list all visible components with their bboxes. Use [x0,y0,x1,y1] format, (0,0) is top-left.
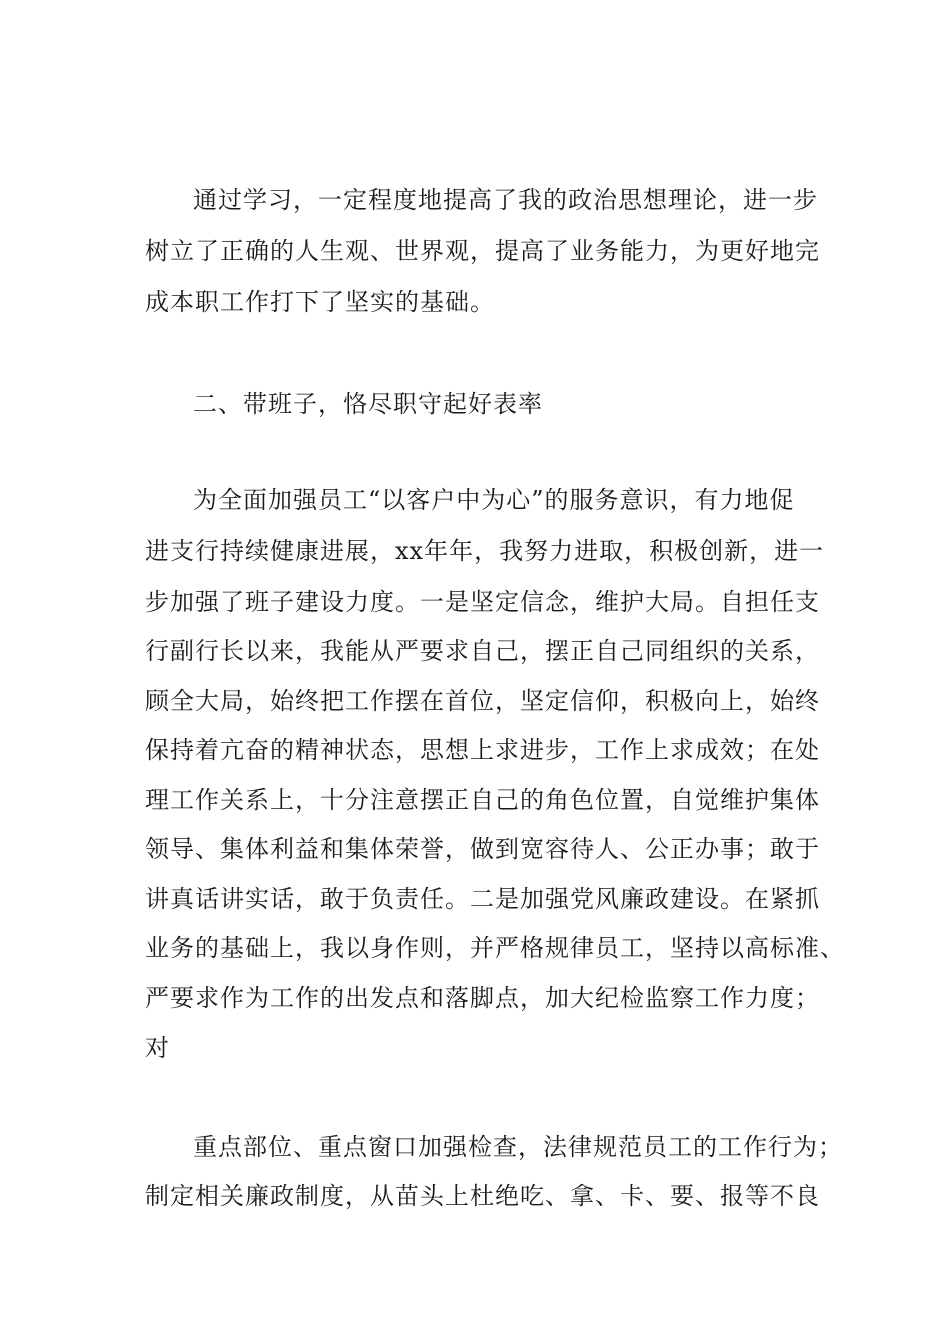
section-heading: 二、带班子，恪尽职守起好表率 [193,390,543,418]
paragraph-line: 保持着亢奋的精神状态，思想上求进步，工作上求成效；在处 [145,736,820,764]
paragraph-line: 重点部位、重点窗口加强检查，法律规范员工的工作行为； [193,1133,843,1161]
paragraph-line: 理工作关系上，十分注意摆正自己的角色位置，自觉维护集体 [145,786,820,814]
paragraph-line: 讲真话讲实话，敢于负责任。二是加强党风廉政建设。在紧抓 [145,885,820,913]
paragraph-line: 顾全大局，始终把工作摆在首位，坚定信仰，积极向上，始终 [145,687,820,715]
paragraph-line: 领导、集体利益和集体荣誉，做到宽容待人、公正办事；敢于 [145,835,820,863]
paragraph-line: 严要求作为工作的出发点和落脚点，加大纪检监察工作力度； [145,984,820,1012]
paragraph-line: 成本职工作打下了坚实的基础。 [145,288,495,316]
paragraph-line: 进支行持续健康进展，xx年年，我努力进取，积极创新，进一 [145,537,825,565]
paragraph-line: 制定相关廉政制度，从苗头上杜绝吃、拿、卡、要、报等不良 [145,1182,820,1210]
paragraph-line: 对 [145,1034,170,1062]
paragraph-line: 通过学习，一定程度地提高了我的政治思想理论，进一步 [193,186,818,214]
paragraph-line: 为全面加强员工“以客户中为心”的服务意识，有力地促 [193,486,795,514]
paragraph-line: 行副行长以来，我能从严要求自己，摆正自己同组织的关系， [145,637,820,665]
paragraph-line: 树立了正确的人生观、世界观，提高了业务能力，为更好地完 [145,237,820,265]
paragraph-line: 业务的基础上，我以身作则，并严格规律员工，坚持以高标准、 [145,934,845,962]
paragraph-line: 步加强了班子建设力度。一是坚定信念，维护大局。自担任支 [145,588,820,616]
